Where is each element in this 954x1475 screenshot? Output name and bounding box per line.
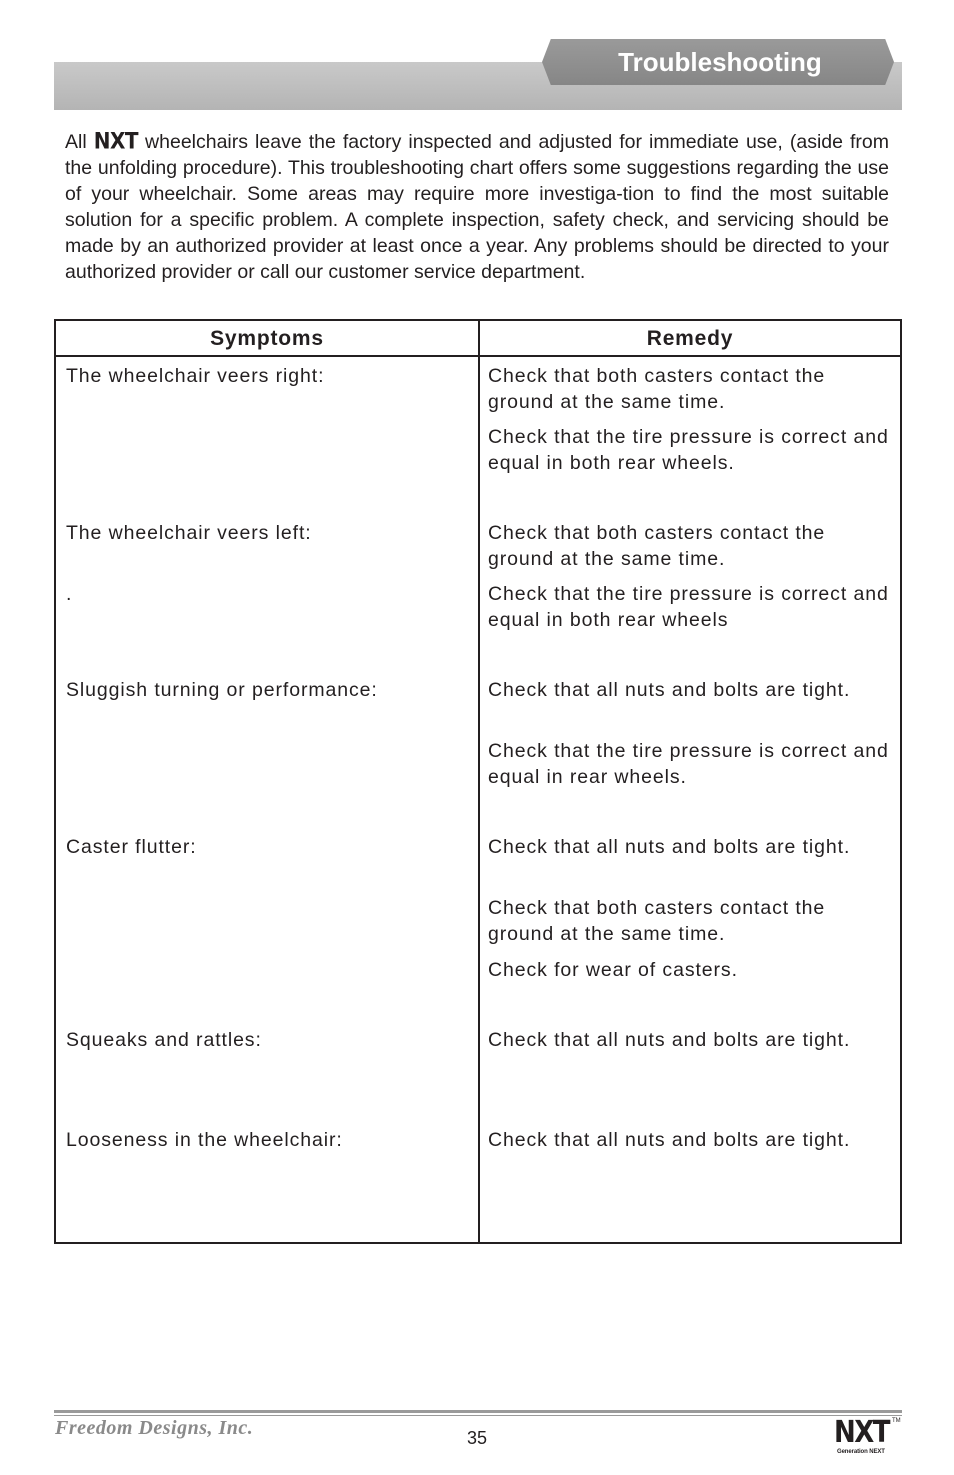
symptoms-header: Symptoms — [210, 327, 324, 350]
remedy-item: Check that both casters contact the ground at the same time. — [488, 365, 826, 413]
logo-main-text: NXT — [834, 1415, 890, 1451]
symptom-cell: Squeaks and rattles: — [66, 1029, 262, 1051]
remedy-item: Check for wear of casters. — [488, 959, 738, 981]
logo-subtitle: Generation NEXT — [837, 1449, 885, 1455]
intro-text: wheelchairs leave the factory inspected and adjusted for immediate use, (aside from the unfolding procedure). This troubleshooting chart offers some suggestions regarding the use of your wheelchair. Some areas may require more investiga-tion to find the most suitable solution for a specific problem. A complete inspection, safety check, and servicing should be made by an authorized provider at least once a year. Any problems should be directed to your authorized provider or call our customer service department. — [65, 131, 889, 283]
remedy-item: Check that both casters contact the ground at the same time. — [488, 522, 826, 570]
remedy-item: Check that the tire pressure is correct and equal in both rear wheels — [488, 583, 889, 631]
company-name: Freedom Designs, Inc. — [55, 1417, 254, 1439]
symptom-cell: The wheelchair veers left: — [66, 522, 312, 544]
page-number: 35 — [466, 1428, 488, 1448]
footer-rule — [54, 1415, 902, 1416]
remedy-item: Check that all nuts and bolts are tight. — [488, 1129, 851, 1151]
column-divider — [478, 321, 480, 1242]
logo-trademark: TM — [892, 1418, 901, 1424]
intro-prefix: All — [65, 131, 87, 153]
remedy-item: Check that all nuts and bolts are tight. — [488, 836, 851, 858]
remedy-item: Check that both casters contact the ground at the same time. — [488, 897, 826, 945]
remedy-header: Remedy — [646, 327, 734, 350]
symptom-cell: Caster flutter: — [66, 836, 197, 858]
remedy-item: Check that all nuts and bolts are tight. — [488, 1029, 851, 1051]
remedy-item: Check that the tire pressure is correct and equal in rear wheels. — [488, 740, 889, 788]
nxt-logo — [834, 1415, 901, 1458]
troubleshooting-table — [54, 319, 902, 1244]
symptom-cell: The wheelchair veers right: — [66, 365, 325, 387]
remedy-item: Check that all nuts and bolts are tight. — [488, 679, 851, 701]
brand-name-inline: NXT — [93, 127, 139, 155]
intro-paragraph — [65, 128, 889, 285]
symptom-extra: . — [66, 583, 73, 605]
symptom-cell: Sluggish turning or performance: — [66, 679, 378, 701]
symptom-cell: Looseness in the wheelchair: — [66, 1129, 343, 1151]
footer-rule — [54, 1410, 902, 1413]
page-title: Troubleshooting — [618, 47, 822, 77]
remedy-item: Check that the tire pressure is correct and equal in both rear wheels. — [488, 426, 889, 474]
table-header-row — [56, 321, 900, 357]
